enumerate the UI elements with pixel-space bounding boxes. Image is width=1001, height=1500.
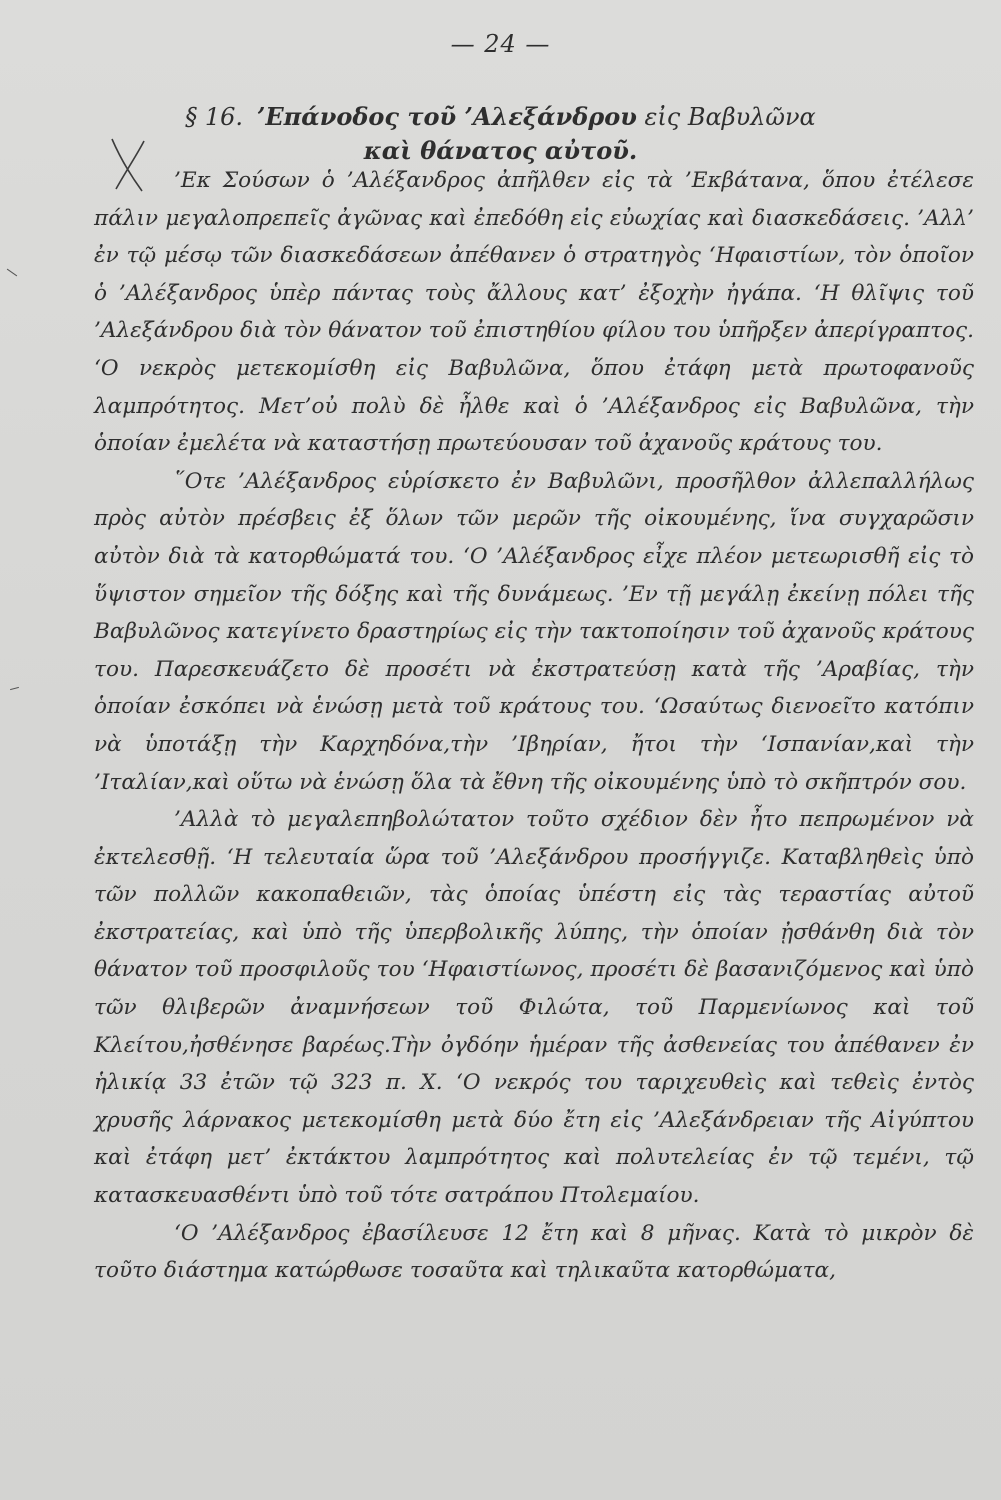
page-number: — 24 — <box>450 30 551 58</box>
heading-title-bold: ’Επάνοδος τοῦ ’Αλεξάνδρου <box>257 102 637 131</box>
margin-tick-mark <box>10 687 19 690</box>
heading-line-2: καὶ θάνατος αὐτοῦ. <box>363 136 638 165</box>
paragraph: ’Αλλὰ τὸ μεγαλεπηβολώτατον τοῦτο σχέδιον δὲν ἦτο πεπρωμένον νὰ ἐκτελεσθῇ. ‘Η τελευταία ὥρα τοῦ ’Αλεξάνδρου προσήγγιζε. Καταβληθεὶς ὑπὸ τῶν πολλῶν κακοπαθειῶν, τὰς ὁποίας ὑπέστη εἰς τὰς τεραστίας αὐτοῦ ἐκστρατείας, καὶ ὑπὸ τῆς ὑπερβολικῆς λύπης, τὴν ὁποίαν ᾐσθάνθη διὰ τὸν θάνατον τοῦ προσφιλοῦς του ‘Ηφαιστίωνος, προσέτι δὲ βασανιζόμενος καὶ ὑπὸ τῶν θλιβερῶν ἀναμνήσεων τοῦ Φιλώτα, τοῦ Παρμενίωνος καὶ τοῦ Κλείτου,ἠσθένησε βαρέως.Τὴν ὀγδόην ἡμέραν τῆς ἀσθενείας του ἀπέθανεν ἐν ἡλικίᾳ 33 ἐτῶν τῷ 323 π. Χ. ‘Ο νεκρός του ταριχευθεὶς καὶ τεθεὶς ἐντὸς χρυσῆς λάρνακος μετεκομίσθη μετὰ δύο ἔτη εἰς ’Αλεξάνδρειαν τῆς Αἰγύπτου καὶ ἐτάφη μετ’ ἐκτάκτου λαμπρότητος καὶ πολυτελείας ἐν τῷ τεμένι, τῷ κατασκευασθέντι ὑπὸ τοῦ τότε σατράπου Πτολεμαίου. <box>94 807 974 1209</box>
paragraph: ‘Ο ’Αλέξανδρος ἐβασίλευσε 12 ἔτη καὶ 8 μῆνας. Κατὰ τὸ μικρὸν δὲ τοῦτο διάστημα κατώρθωσε τοσαῦτα καὶ τηλικαῦτα κατορθώματα, <box>94 1220 974 1284</box>
margin-tick-mark <box>7 269 17 277</box>
heading-line-1 <box>0 100 1001 134</box>
section-number: § 16. <box>185 103 244 131</box>
body-text <box>94 162 974 1290</box>
paragraph: ’Εκ Σούσων ὁ ’Αλέξανδρος ἀπῆλθεν εἰς τὰ ’Εκβάτανα, ὅπου ἐτέλεσε πάλιν μεγαλοπρεπεῖς ἀγῶνας καὶ ἐπεδόθη εἰς εὐωχίας καὶ διασκεδάσεις. ’Αλλ’ ἐν τῷ μέσῳ τῶν διασκεδάσεων ἀπέθανεν ὁ στρατηγὸς ‘Ηφαιστίων, τὸν ὁποῖον ὁ ’Αλέξανδρος ὑπὲρ πάντας τοὺς ἄλλους κατ’ ἐξοχὴν ἠγάπα. ‘Η θλῖψις τοῦ ’Αλεξάνδρου διὰ τὸν θάνατον τοῦ ἐπιστηθίου φίλου του ὑπῆρξεν ἀπερίγραπτος. ‘Ο νεκρὸς μετεκομίσθη εἰς Βαβυλῶνα, ὅπου ἐτάφη μετὰ πρωτοφανοῦς λαμπρότητος. Μετ’οὐ πολὺ δὲ ἦλθε καὶ ὁ ’Αλέξανδρος εἰς Βαβυλῶνα, τὴν ὁποίαν ἐμελέτα νὰ καταστήσῃ πρωτεύουσαν τοῦ ἀχανοῦς κράτους του. <box>94 168 974 457</box>
paragraph: ῞Οτε ’Αλέξανδρος εὑρίσκετο ἐν Βαβυλῶνι, προσῆλθον ἀλλεπαλλήλως πρὸς αὐτὸν πρέσβεις ἐξ ὅλων τῶν μερῶν τῆς οἰκουμένης, ἵνα συγχαρῶσιν αὐτὸν διὰ τὰ κατορθώματά του. ‘Ο ’Αλέξανδρος εἶχε πλέον μετεωρισθῆ εἰς τὸ ὕψιστον σημεῖον τῆς δόξης καὶ τῆς δυνάμεως. ’Εν τῇ μεγάλῃ ἐκείνῃ πόλει τῆς Βαβυλῶνος κατεγίνετο δραστηρίως εἰς τὴν τακτοποίησιν τοῦ ἀχανοῦς κράτους του. Παρεσκευάζετο δὲ προσέτι νὰ ἐκστρατεύσῃ κατὰ τῆς ’Αραβίας, τὴν ὁποίαν ἐσκόπει νὰ ἑνώσῃ μετὰ τοῦ κράτους του. ‘Ωσαύτως διενοεῖτο κατόπιν νὰ ὑποτάξῃ τὴν Καρχηδόνα,τὴν ’Ιβηρίαν, ἤτοι τὴν ‘Ισπανίαν,καὶ τὴν ’Ιταλίαν,καὶ οὕτω νὰ ἑνώσῃ ὅλα τὰ ἔθνη τῆς οἰκουμένης ὑπὸ τὸ σκῆπτρόν σου. <box>94 468 974 795</box>
heading-title-rest: εἰς Βαβυλῶνα <box>636 103 816 131</box>
